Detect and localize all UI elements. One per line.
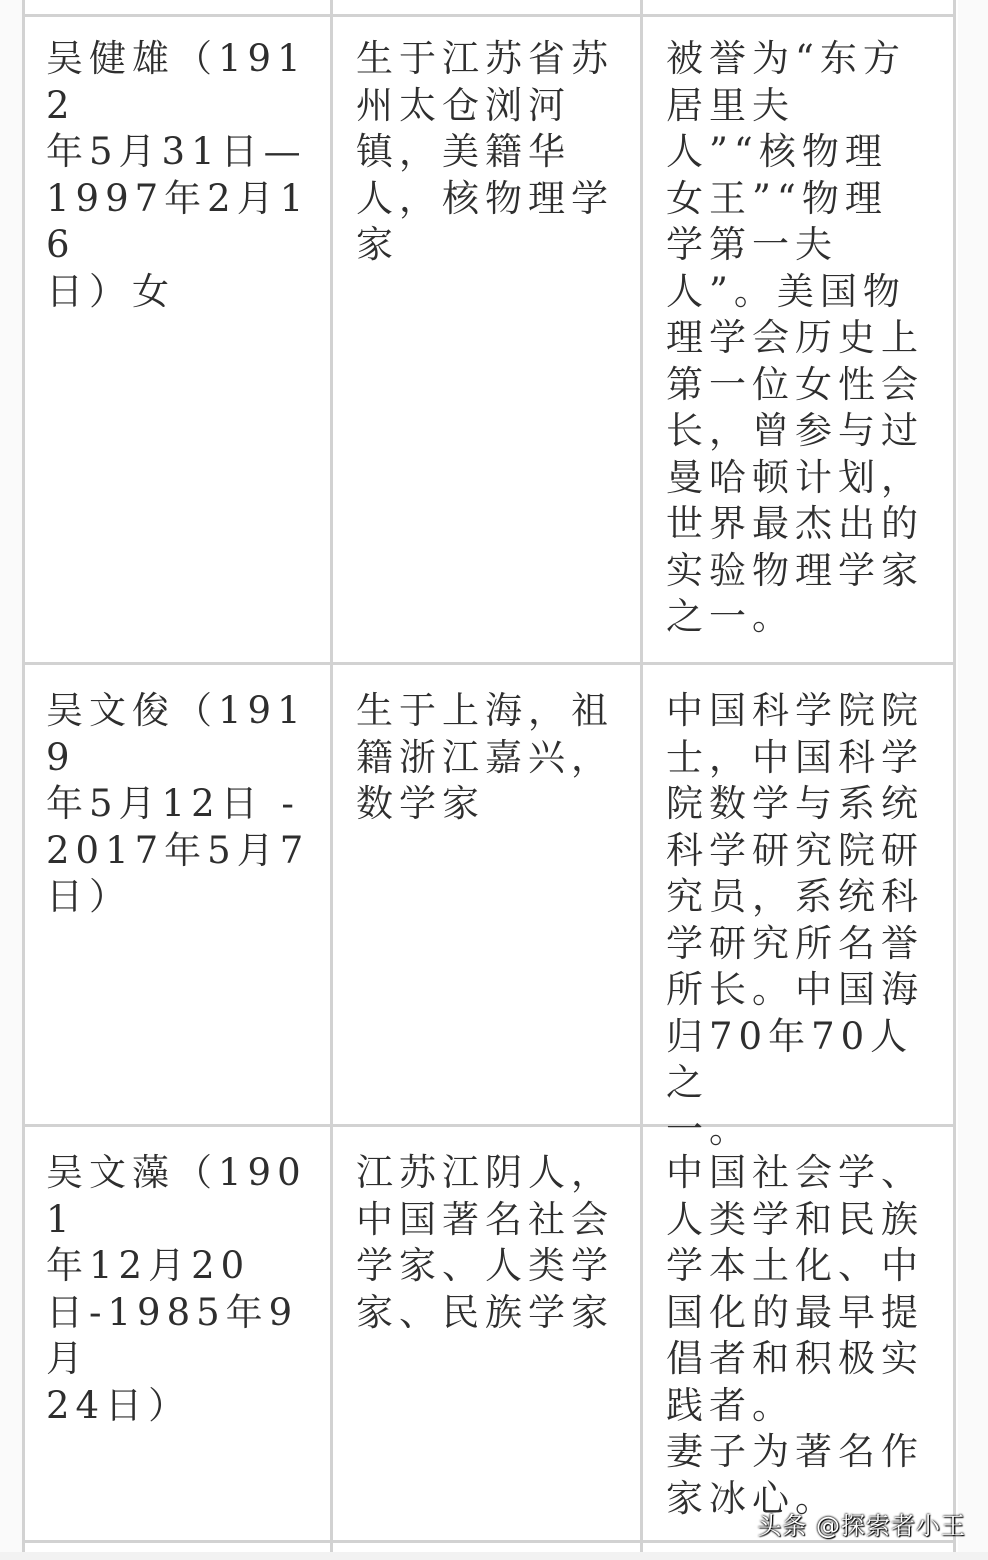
table-row: [666, 1150, 941, 1530]
cell-name-dates: 吴健雄（1912 年5月31日— 1997年2月16 日）女: [46, 37, 310, 313]
table-border-left: [22, 0, 25, 1560]
table-row: [46, 688, 316, 1118]
table-row: [46, 36, 316, 656]
page-margin-left: [0, 0, 22, 1560]
table-column-divider: [330, 0, 333, 1560]
cell-origin: 生于上海，祖 籍浙江嘉兴， 数学家: [356, 689, 614, 825]
table-row: [356, 688, 626, 1118]
table-border-right: [953, 0, 956, 1560]
table-row: [666, 688, 941, 1151]
table-row-divider: [22, 662, 956, 665]
cell-notes: 中国科学院院 士，中国科学 院数学与系统 科学研究院研 究员，系统科 学研究所名誉 所长。中国海 归70年70人之 一。: [666, 689, 924, 1151]
table-row: [666, 36, 941, 656]
table-row: [356, 1150, 626, 1530]
cell-notes: 中国社会学、 人类学和民族 学本土化、中 国化的最早提 倡者和积极实 践者。 妻子为著名作 家冰心。: [666, 1151, 924, 1520]
page-margin-right: [958, 0, 988, 1560]
cell-origin: 江苏江阴人， 中国著名社会 学家、人类学 家、民族学家: [356, 1151, 614, 1334]
table-row: [46, 1150, 316, 1530]
source-watermark: 头条 @探索者小王: [757, 1512, 966, 1540]
cell-name-dates: 吴文俊（1919 年5月12日 - 2017年5月7 日）: [46, 689, 310, 918]
table-row: [356, 36, 626, 656]
bottom-edge: [0, 1552, 988, 1560]
table-column-divider: [640, 0, 643, 1560]
cell-name-dates: 吴文藻（1901 年12月20 日-1985年9月 24日）: [46, 1151, 307, 1427]
table-row-divider: [22, 14, 956, 17]
cell-origin: 生于江苏省苏 州太仓浏河 镇，美籍华 人，核物理学 家: [356, 37, 614, 266]
cell-notes: 被誉为“东方 居里夫 人”“核物理 女王”“物理 学第一夫 人”。美国物 理学会历史上 第一位女性会 长，曾参与过 曼哈顿计划， 世界最杰出的 实验物理学家 之一。: [666, 37, 924, 638]
